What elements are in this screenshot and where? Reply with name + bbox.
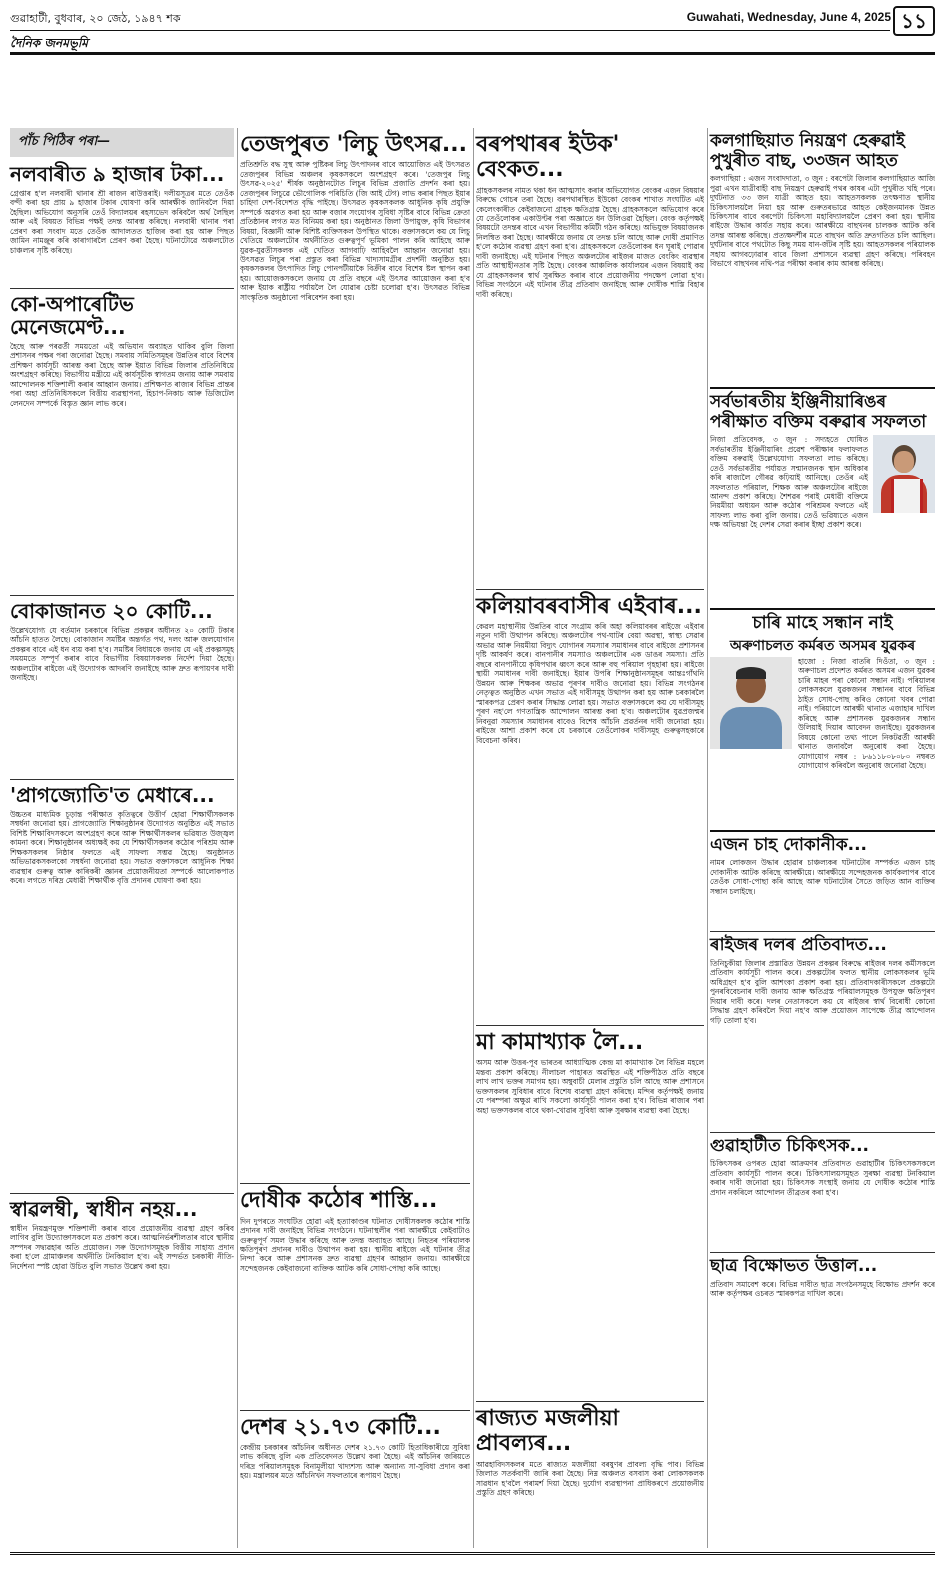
article-body: দিন দুপৰতে সংঘটিত হোৱা এই হত্যাকাণ্ডৰ ঘটনাত দোষীসকলক কঠোৰ শাস্তি প্ৰদানৰ দাবী জনাইছে বিভিন্ন সংগঠনে। ঘটনাস্থলীৰ পৰা আৰক্ষীয়ে কেইবাটাও গুৰুত্বপূৰ্ণ সমল উদ্ধাৰ কৰিছে আৰু তদন্ত অব্যাহত আছে। নিহতৰ পৰিয়ালক ক্ষতিপূৰণ প্ৰদানৰ দাবীও উত্থাপন কৰা হয়। স্থানীয় ৰাইজে এই ঘটনাৰ তীব্ৰ নিন্দা কৰে আৰু প্ৰশাসনক দ্ৰুত ব্যৱস্থা গ্ৰহণৰ আহ্বান জনায়। আৰক্ষীয়ে সন্দেহজনক কেইবাজনো ব্যক্তিক আটক কৰি সোধা-পোছা কৰি আছে।	[240, 1216, 470, 1273]
article-headline: নলবাৰীত ৯ হাজাৰ টকা...	[10, 162, 225, 186]
divider	[10, 288, 234, 289]
divider	[476, 1401, 704, 1402]
article-body: নিজা প্ৰতিবেদক, ৩ জুন : সদ্যহতে ঘোষিত সৰ্বভাৰতীয় ইঞ্জিনীয়াৰিং প্ৰৱেশ পৰীক্ষাৰ ফলাফলত বক্তিম বৰুৱাই উল্লেখযোগ্য সফলতা লাভ কৰিছে। তেওঁ সৰ্বভাৰতীয় পৰ্যায়ত সন্মানজনক স্থান অধিকাৰ কৰি ৰাজ্যলৈ গৌৰৱ কঢ়িয়াই আনিছে। তেওঁৰ এই সফলতাত পৰিয়াল, শিক্ষক আৰু অঞ্চলটোৰ ৰাইজে আনন্দ প্ৰকাশ কৰিছে। শৈশৱৰ পৰাই মেধাৱী বক্তিমে নিয়মীয়া অধ্যয়ন আৰু কঠোৰ পৰিশ্ৰমৰ ফলতে এই সাফল্য লাভ কৰা বুলি জনায়। তেওঁ ভৱিষ্যতে এজন দক্ষ অভিযন্তা হৈ দেশৰ সেৱা কৰাৰ ইচ্ছা প্ৰকাশ কৰে।	[710, 435, 868, 530]
date-right: Guwahati, Wednesday, June 4, 2025	[686, 10, 891, 24]
divider	[710, 608, 935, 610]
divider	[710, 830, 935, 832]
article-body: প্ৰতিশ্ৰুতি বদ্ধ সুস্থ আৰু পুষ্টিকৰ লিচু উৎপাদনৰ বাবে আয়োজিত এই উৎসৱত তেজপুৰৰ বিভিন্ন অঞ্চলৰ কৃষকসকলে অংশগ্ৰহণ কৰে। 'তেজপুৰ লিচু উৎসৱ-২০২৫' শীৰ্ষক অনুষ্ঠানটোত লিচুৰ বিভিন্ন প্ৰজাতি প্ৰদৰ্শন কৰা হয়। তেজপুৰৰ লিচুৱে ভৌগোলিক পৰিচিতি (জি আই টেগ) লাভ কৰাৰ পিছত ইয়াৰ চাহিদা দেশ-বিদেশত বৃদ্ধি পাইছে। উৎসৱত কৃষকসকলক আধুনিক কৃষি প্ৰযুক্তি সম্পৰ্কে অৱগত কৰা হয় আৰু বজাৰ সংযোগৰ সুবিধা সৃষ্টিৰ বাবে বিভিন্ন ক্ৰেতা প্ৰতিষ্ঠানৰ লগত মত বিনিময় কৰা হয়। অনুষ্ঠানত জিলা উপায়ুক্ত, কৃষি বিভাগৰ বিষয়া, বিজ্ঞানী আৰু বিশিষ্ট ব্যক্তিসকল উপস্থিত থাকে। বক্তাসকলে কয় যে লিচু খেতিয়ে অঞ্চলটোৰ অৰ্থনীতিত গুৰুত্বপূৰ্ণ ভূমিকা পালন কৰি আহিছে আৰু যুৱক-যুৱতীসকলক এই খেতিত আগবাঢ়ি আহিবলৈ আহ্বান জনোৱা হয়। উৎসৱত লিচুৰ পৰা প্ৰস্তুত কৰা বিভিন্ন খাদ্যসামগ্ৰীৰ প্ৰদৰ্শনী অনুষ্ঠিত হয়। কৃষকসকলৰ উৎপাদিত লিচু পোনপটীয়াকৈ বিক্ৰীৰ বাবে বিশেষ ষ্টল স্থাপন কৰা হয়। আয়োজকসকলে জনায় যে প্ৰতি বছৰে এই উৎসৱ আয়োজন কৰা হ'ব আৰু ইয়াক ৰাষ্ট্ৰীয় পৰ্যায়লৈ লৈ যোৱাৰ চেষ্টা চলোৱা হ'ব। উৎসৱত বিভিন্ন সাংস্কৃতিক অনুষ্ঠানো পৰিবেশন কৰা হয়।	[240, 160, 470, 302]
divider	[240, 1410, 470, 1411]
article-headline: সৰ্বভাৰতীয় ইঞ্জিনীয়াৰিঙৰ পৰীক্ষাত বক্তিম বৰুৱাৰ সফলতা	[710, 392, 927, 432]
continuation-label: পাঁচ পিঠিৰ পৰা—	[10, 128, 234, 157]
article-subheadline: অৰুণাচলত কৰ্মৰত অসমৰ যুৱকৰ	[729, 637, 916, 654]
article-body: প্ৰতিবাদ সমাবেশ কৰে। বিভিন্ন দাবীত ছাত্ৰ সংগঠনসমূহে বিক্ষোভ প্ৰদৰ্শন কৰে আৰু কৰ্তৃপক্ষৰ ওচৰত স্মাৰকপত্ৰ দাখিল কৰে।	[710, 1280, 935, 1299]
column-1	[10, 128, 234, 1397]
column-divider	[473, 128, 474, 1548]
article-headline: মা কামাখ্যাক লৈ...	[476, 1029, 644, 1055]
article-headline: ছাত্ৰ বিক্ষোভত উত্তাল...	[710, 1256, 878, 1277]
masthead	[10, 6, 935, 58]
divider	[10, 595, 234, 596]
column-4	[710, 128, 935, 1323]
article-body: আৱহাবিদসকলৰ মতে ৰাজ্যত মজলীয়া বৰষুণৰ প্ৰাবল্য বৃদ্ধি পাব। বিভিন্ন জিলাত সতৰ্কবাণী জাৰি কৰা হৈছে। নিম্ন অঞ্চলত বসবাস কৰা লোকসকলক সাৱধান হ'বলৈ পৰামৰ্শ দিয়া হৈছে। দুৰ্যোগ ব্যৱস্থাপনা প্ৰাধিকৰণে প্ৰয়োজনীয় প্ৰস্তুতি গ্ৰহণ কৰিছে।	[476, 1459, 704, 1498]
divider	[710, 931, 935, 932]
article-headline: কো-অপাৰেটিভ মেনেজমেণ্ট...	[10, 292, 134, 339]
divider	[710, 387, 935, 389]
article-headline: কলগাছিয়াত নিয়ন্ত্ৰণ হেৰুৱাই পুখুৰীত বাছ, ৩৩জন আহত	[710, 131, 905, 171]
date-left: গুৱাহাটী, বুধবাৰ, ২০ জেঠ, ১৯৪৭ শক	[10, 12, 181, 25]
article-headline: এজন চাহ দোকানীক...	[710, 834, 868, 855]
footer-rule	[10, 1552, 935, 1555]
divider	[710, 1252, 935, 1253]
divider	[476, 1025, 704, 1026]
article-body: কেন্দ্ৰীয় চৰকাৰৰ আঁচনিৰ অধীনত দেশৰ ২১.৭৩ কোটি হিতাধিকাৰীয়ে সুবিধা লাভ কৰিছে বুলি এক প্ৰতিবেদনত উল্লেখ কৰা হৈছে। এই আঁচনিৰ জৰিয়তে দৰিদ্ৰ পৰিয়ালসমূহক বিনামূলীয়া খাদ্যশস্য আৰু অন্যান্য সা-সুবিধা প্ৰদান কৰা হয়। মন্ত্ৰালয়ৰ মতে আঁচনিখন সফলতাৰে ৰূপায়ণ হৈছে।	[240, 1442, 470, 1481]
article-headline: তেজপুৰত 'লিচু উৎসৱ...	[240, 132, 467, 157]
article-headline: দোষীক কঠোৰ শাস্তি...	[240, 1188, 438, 1214]
column-2	[240, 128, 470, 1536]
article-headline: বোকাজানত ২০ কোটি...	[10, 599, 213, 623]
article-body: উচ্চতৰ মাধ্যমিক চূড়ান্ত পৰীক্ষাত কৃতিত্বৰে উত্তীৰ্ণ হোৱা শিক্ষাৰ্থীসকলক সম্বৰ্ধনা জনোৱা হয়। প্ৰাগজ্যোতি শিক্ষানুষ্ঠানৰ উদ্যোগত অনুষ্ঠিত এই সভাত বিশিষ্ট শিক্ষাবিদসকলে অংশগ্ৰহণ কৰে আৰু শিক্ষাৰ্থীসকলৰ ভৱিষ্যত উজ্জ্বল কামনা কৰে। শিক্ষানুষ্ঠানৰ অধ্যক্ষই কয় যে শিক্ষাৰ্থীসকলৰ কঠোৰ পৰিশ্ৰম আৰু শিক্ষকসকলৰ নিষ্ঠাৰ ফলতে এই সাফল্য সম্ভৱ হৈছে। অনুষ্ঠানত অভিভাৱকসকলকো সম্বৰ্ধনা জনোৱা হয়। সভাত বক্তাসকলে আধুনিক শিক্ষা ব্যৱস্থাৰ গুৰুত্ব আৰু কাৰিকৰী জ্ঞানৰ প্ৰয়োজনীয়তা সম্পৰ্কে আলোকপাত কৰে। লগতে দৰিদ্ৰ মেধাৱী শিক্ষাৰ্থীক বৃত্তি প্ৰদানৰ ঘোষণা কৰা হয়।	[10, 810, 234, 886]
article-body: কলগাছিয়া : এজন সংবাদদাতা, ৩ জুন : বৰপেটা জিলাৰ কলগাছিয়াত আজি পুৱা এখন যাত্ৰীবাহী বাছ নিয়ন্ত্ৰণ হেৰুৱাই পথৰ কাষৰ এটা পুখুৰীত খহি পৰে। দুৰ্ঘটনাত ৩৩ জন যাত্ৰী আহত হয়। আহতসকলক তৎক্ষণাত স্থানীয় চিকিৎসালয়লৈ নিয়া হয় আৰু গুৰুতৰভাৱে আহত কেইজনমানক উন্নত চিকিৎসাৰ বাবে বৰপেটা চিকিৎসা মহাবিদ্যালয়লৈ প্ৰেৰণ কৰা হয়। স্থানীয় ৰাইজে উদ্ধাৰ কাৰ্যত সহায় কৰে। আৰক্ষীয়ে বাছখনৰ চালকক আটক কৰি তদন্ত আৰম্ভ কৰিছে। প্ৰত্যক্ষদৰ্শীৰ মতে বাছখন অতি দ্ৰুতগতিত চলি আছিল। দুৰ্ঘটনাৰ বাবে পথটোত কিছু সময় যান-জঁটৰ সৃষ্টি হয়। আহতসকলৰ পৰিয়ালক সহায় আগবঢ়োৱাৰ বাবে জিলা প্ৰশাসনে ব্যৱস্থা গ্ৰহণ কৰিছে। পৰিবহন বিভাগে বাছখনৰ নথি-পত্ৰ পৰীক্ষা কৰাৰ কাম আৰম্ভ কৰিছে।	[710, 174, 935, 269]
divider	[476, 589, 704, 590]
article-body: গ্ৰেপ্তাৰ হ'ল নলবাৰী থানাৰ শ্ৰী ৰাজন ৰাউত্তৰাই। দলীয়সূত্ৰৰ মতে তেওঁক বন্দী কৰা হয় প্ৰায় ৯ হাজাৰ টকাৰ ঘোষণা কৰি আৰক্ষীক জানিবলৈ দিয়া হৈছিল। অভিযোগ অনুসৰি তেওঁ বিদ্যালয়ৰ ৰহস্যভেদ কৰিবলৈ অৰ্থ লৈছিল আৰু এই বিষয়ত বিভিন্ন পক্ষই তদন্ত আৰম্ভ কৰিছে। নলবাৰী থানাৰ পৰা প্ৰেৰণ কৰা সংবাদ মতে তেওঁক আদালতত হাজিৰ কৰা হয় আৰু পিছত জামিন নামঞ্জুৰ কৰি কাৰাগাৰলৈ প্ৰেৰণ কৰা হৈছে। ঘটনাটোৱে অঞ্চলটোত চাঞ্চল্যৰ সৃষ্টি কৰিছে।	[10, 189, 234, 255]
page-number: ১১	[893, 6, 935, 36]
column-divider	[237, 128, 238, 1548]
article-headline: কলিয়াবৰবাসীৰ এইবাৰ...	[476, 593, 702, 619]
article-body: চিকিৎসকৰ ওপৰত হোৱা আক্ৰমণৰ প্ৰতিবাদত গুৱাহাটীৰ চিকিৎসকসকলে প্ৰতিবাদ কাৰ্যসূচী পালন কৰে। চিকিৎসালয়সমূহত সুৰক্ষা ব্যৱস্থা টনকিয়াল কৰাৰ দাবী জনোৱা হয়। চিকিৎসক সংস্থাই জনায় যে দোষীক কঠোৰ শাস্তি প্ৰদান নকৰিলে আন্দোলন তীব্ৰতৰ কৰা হ'ব।	[710, 1159, 935, 1197]
article-body: কেৱল মহাস্থানীয় উন্নতিৰ বাবে সংগ্ৰাম কৰি অহা কলিয়াবৰৰ ৰাইজে এইবাৰ নতুন দাবী উত্থাপন কৰিছে। অঞ্চলটোৰ পথ-ঘাটৰ বেয়া অৱস্থা, স্বাস্থ্য সেৱাৰ অভাৱ আৰু নিয়মীয়া বিদ্যুৎ যোগানৰ সমস্যাৰ সমাধানৰ বাবে ৰাইজে প্ৰশাসনৰ দৃষ্টি আকৰ্ষণ কৰে। বানপানীৰ সমস্যাও অঞ্চলটোৰ এক ডাঙৰ সমস্যা। প্ৰতি বছৰে বানপানীয়ে কৃষিপথাৰ ধ্বংস কৰে আৰু বহু পৰিয়াল গৃহহাৰা হয়। ৰাইজে স্থায়ী সমাধানৰ দাবী জনাইছে। ইয়াৰ উপৰি শিক্ষানুষ্ঠানসমূহৰ আন্তঃগাঁথনি উন্নয়ন আৰু শিক্ষকৰ অভাৱ পূৰণৰ দাবীও জনোৱা হয়। বিভিন্ন সংগঠনৰ নেতৃত্বত অনুষ্ঠিত এখন সভাত এই দাবীসমূহ উত্থাপন কৰা হয় আৰু চৰকাৰলৈ স্মাৰকপত্ৰ প্ৰেৰণ কৰাৰ সিদ্ধান্ত লোৱা হয়। সভাত বক্তাসকলে কয় যে দাবীসমূহ পূৰণ নহ'লে গণতান্ত্ৰিক আন্দোলন আৰম্ভ কৰা হ'ব। অঞ্চলটোৰ যুৱপ্ৰজন্মৰ নিবনুৱা সমস্যাৰ সমাধানৰ বাবেও বিশেষ আঁচনি প্ৰৱৰ্তনৰ দাবী জনোৱা হয়। ৰাইজে আশা প্ৰকাশ কৰে যে চৰকাৰে তেওঁলোকৰ দাবীসমূহ গুৰুত্বসহকাৰে বিবেচনা কৰিব।	[476, 621, 704, 745]
article-body: হৈছে আৰু পৰৱৰ্তী সময়তো এই অভিযান অব্যাহত থাকিব বুলি জিলা প্ৰশাসনৰ পক্ষৰ পৰা জনোৱা হৈছে। সমবায় সমিতিসমূহৰ উন্নতিৰ বাবে বিশেষ প্ৰশিক্ষণ কাৰ্যসূচী আৰম্ভ কৰা হৈছে আৰু ইয়াত বিভিন্ন জিলাৰ প্ৰতিনিধিয়ে অংশগ্ৰহণ কৰিছে। বিভাগীয় মন্ত্ৰীয়ে এই কাৰ্যসূচীক স্বাগতম জনায় আৰু সমবায় আন্দোলনক শক্তিশালী কৰাৰ আহ্বান জনায়। প্ৰশিক্ষণত ৰাজ্যৰ বিভিন্ন প্ৰান্তৰ পৰা অহা প্ৰতিনিধিসকলে বিত্তীয় ব্যৱস্থাপনা, হিচাপ-নিকাচ আৰু ডিজিটেল লেনদেন সম্পৰ্কে বিস্তৃত জ্ঞান লাভ কৰে।	[10, 342, 234, 408]
article-headline: 'প্ৰাগজ্যোতি'ত মেধাৰে...	[10, 783, 215, 807]
missing-person-photo	[710, 657, 792, 749]
article-headline: ৰাজ্যত মজলীয়া প্ৰাবল্যৰ...	[476, 1406, 619, 1457]
article-body: হাজো : নিজা বাতৰি দিওঁতা, ৩ জুন : অৰুণাচল প্ৰদেশত কৰ্মৰত অসমৰ এজন যুৱকৰ চাৰি মাহৰ পৰা কোনো সন্ধান নাই। পৰিয়ালৰ লোকসকলে যুৱকজনৰ সন্ধানৰ বাবে বিভিন্ন ঠাইত সোধ-পোছ কৰিও কোনো খবৰ পোৱা নাই। পৰিয়ালে আৰক্ষী থানাত এজাহাৰ দাখিল কৰিছে আৰু প্ৰশাসনক যুৱকজনৰ সন্ধান উলিয়াই দিয়াৰ আবেদন জনাইছে। যুৱকজনৰ বিষয়ে কোনো তথ্য পালে নিকটৱৰ্তী আৰক্ষী থানাত জনাবলৈ অনুৰোধ কৰা হৈছে। যোগাযোগ নম্বৰ : ৮৬১১৮০৮০৮০ নম্বৰত যোগাযোগ কৰিবলৈ অনুৰোধ জনোৱা হৈছে।	[798, 656, 935, 770]
article-body: তিনিচুকীয়া জিলাৰ প্ৰস্তাৱিত উন্নয়ন প্ৰকল্পৰ বিৰুদ্ধে ৰাইজৰ দলৰ কৰ্মীসকলে প্ৰতিবাদ কাৰ্যসূচী পালন কৰে। প্ৰকল্পটোৰ ফলত স্থানীয় লোকসকলৰ ভূমি অধিগ্ৰহণ হ'ব বুলি আশংকা প্ৰকাশ কৰা হয়। প্ৰতিবাদকাৰীসকলে প্ৰকল্পটো পুনৰবিবেচনাৰ দাবী জনায় আৰু ক্ষতিগ্ৰস্ত পৰিয়ালসমূহক উপযুক্ত ক্ষতিপূৰণ দিয়াৰ দাবী কৰে। দলৰ নেতাসকলে কয় যে ৰাইজৰ স্বাৰ্থ বিৰোধী কোনো সিদ্ধান্ত গ্ৰহণ কৰিবলৈ দিয়া নহ'ব আৰু প্ৰয়োজন সাপেক্ষে তীব্ৰ আন্দোলন গঢ়ি তোলা হ'ব।	[710, 958, 935, 1025]
paper-name: দৈনিক জনমভূমি	[10, 36, 88, 50]
header-rule-thick	[10, 52, 935, 55]
article-headline: দেশৰ ২১.৭৩ কোটি...	[240, 1414, 441, 1440]
column-divider	[707, 128, 708, 1548]
divider	[10, 1193, 234, 1194]
divider	[10, 779, 234, 780]
article-body: অসম আৰু উত্তৰ-পূব ভাৰতৰ আধ্যাত্মিক কেন্দ্ৰ মা কামাখ্যাক লৈ বিভিন্ন মহলে মন্তব্য প্ৰকাশ কৰিছে। নীলাচল পাহাৰত অৱস্থিত এই শক্তিপীঠত প্ৰতি বছৰে লাখ লাখ ভক্তৰ সমাগম হয়। অম্বুবাচী মেলাৰ প্ৰস্তুতি চলি আছে আৰু প্ৰশাসনে ভক্তসকলৰ সুবিধাৰ বাবে বিশেষ ব্যৱস্থা গ্ৰহণ কৰিছে। মন্দিৰ কৰ্তৃপক্ষই জনায় যে পৰম্পৰা অক্ষুণ্ণ ৰাখি সকলো কাৰ্যসূচী পালন কৰা হ'ব। বিভিন্ন ৰাজ্যৰ পৰা অহা ভক্তসকলৰ বাবে থকা-খোৱাৰ সুবিধা আৰু সুৰক্ষাৰ ব্যৱস্থা কৰা হৈছে।	[476, 1058, 704, 1115]
article-body: স্বাধীন নিয়ন্ত্ৰণমুক্ত শক্তিশালী কৰাৰ বাবে প্ৰয়োজনীয় ব্যৱস্থা গ্ৰহণ কৰিব লাগিব বুলি উদ্যোক্তাসকলে মত প্ৰকাশ কৰে। আত্মনিৰ্ভৰশীলতাৰ বাবে স্থানীয় সম্পদৰ সদ্ব্যৱহাৰ অতি প্ৰয়োজন। সৰু উদ্যোগসমূহক বিত্তীয় সাহায্য প্ৰদান কৰা হ'লে গ্ৰামাঞ্চলৰ অৰ্থনীতি টনকিয়াল হ'ব। এই সন্দৰ্ভত চৰকাৰী নীতি-নিৰ্দেশনা স্পষ্ট হোৱা উচিত বুলি সভাত উল্লেখ কৰা হয়।	[10, 1224, 234, 1271]
divider	[710, 1132, 935, 1133]
article-body: উল্লেখযোগ্য যে বৰ্তমান চৰকাৰে বিভিন্ন প্ৰকল্পৰ অধীনত ২০ কোটি টকাৰ আঁচনি হাতত লৈছে। বোকাজান সমষ্টিৰ অন্তৰ্গত পথ, দলং আৰু জলযোগান প্ৰকল্পৰ বাবে এই ধন ব্যয় কৰা হ'ব। সমষ্টিৰ বিধায়কে জনায় যে এই প্ৰকল্পসমূহ সময়মতে সম্পূৰ্ণ কৰাৰ বাবে বিভাগীয় বিষয়াসকলক নিৰ্দেশ দিয়া হৈছে। অঞ্চলটোৰ ৰাইজে এই উদ্যোগক আদৰণি জনাইছে আৰু দ্ৰুত ৰূপায়ণৰ দাবী জনাইছে।	[10, 626, 234, 683]
article-headline: চাৰি মাহে সন্ধান নাই	[752, 613, 893, 634]
divider	[240, 1183, 470, 1184]
header-rule	[10, 30, 890, 31]
article-headline: স্বাৱলম্বী, স্বাধীন নহয়...	[10, 1197, 198, 1221]
article-body: নামৰ লোকজন উদ্ধাৰ হোৱাৰ চাঞ্চল্যকৰ ঘটনাটোৰ সম্পৰ্কত এজন চাহ দোকানীক আটক কৰিছে আৰক্ষীয়ে। আৰক্ষীয়ে সন্দেহজনক কাৰ্যকলাপৰ বাবে তেওঁক সোধা-পোছা কৰি আছে আৰু ঘটনাটোৰ সৈতে জড়িত আন ব্যক্তিৰ সন্ধান চলাইছে।	[710, 858, 935, 896]
article-headline: ৰাইজৰ দলৰ প্ৰতিবাদত...	[710, 935, 887, 956]
column-3	[476, 128, 704, 1553]
article-headline: বৰপথাৰৰ ইউক' বেংকত...	[476, 132, 620, 183]
article-body: গ্ৰাহকসকলৰ নামত থকা ধন আত্মসাৎ কৰাৰ অভিযোগত বেংকৰ এজন বিষয়াৰ বিৰুদ্ধে গোচৰ তৰা হৈছে। বৰপথাৰস্থিত ইউকো বেংকৰ শাখাত সংঘটিত এই কেলেংকাৰীত কেইবাজনো গ্ৰাহক ক্ষতিগ্ৰস্ত হৈছে। গ্ৰাহকসকলে অভিযোগ কৰে যে তেওঁলোকৰ একাউণ্টৰ পৰা অজ্ঞাতে ধন উলিওৱা হৈছিল। বেংক কৰ্তৃপক্ষই বিষয়টো তদন্তৰ বাবে এখন বিভাগীয় কমিটী গঠন কৰিছে। অভিযুক্ত বিষয়াজনক নিলম্বিত কৰা হৈছে। আৰক্ষীয়ে জনায় যে তদন্ত চলি আছে আৰু দোষী প্ৰমাণিত হ'লে কঠোৰ ব্যৱস্থা গ্ৰহণ কৰা হ'ব। গ্ৰাহকসকলে তেওঁলোকৰ ধন ঘূৰাই পোৱাৰ দাবী জনাইছে। এই ঘটনাৰ পিছত অঞ্চলটোৰ ৰাইজৰ মাজত বেংকিং ব্যৱস্থাৰ প্ৰতি আস্থাহীনতাৰ সৃষ্টি হৈছে। বেংকৰ আঞ্চলিক কাৰ্যালয়ৰ এজন বিষয়াই কয় যে গ্ৰাহকসকলৰ স্বাৰ্থ সুৰক্ষিত কৰাৰ বাবে প্ৰয়োজনীয় পদক্ষেপ লোৱা হ'ব। বিভিন্ন সংগঠনে এই ঘটনাৰ তীব্ৰ প্ৰতিবাদ জনাইছে আৰু দোষীক শাস্তি বিহাৰ দাবী কৰিছে।	[476, 185, 704, 299]
student-photo	[873, 435, 935, 513]
article-headline: গুৱাহাটীত চিকিৎসক...	[710, 1135, 869, 1156]
